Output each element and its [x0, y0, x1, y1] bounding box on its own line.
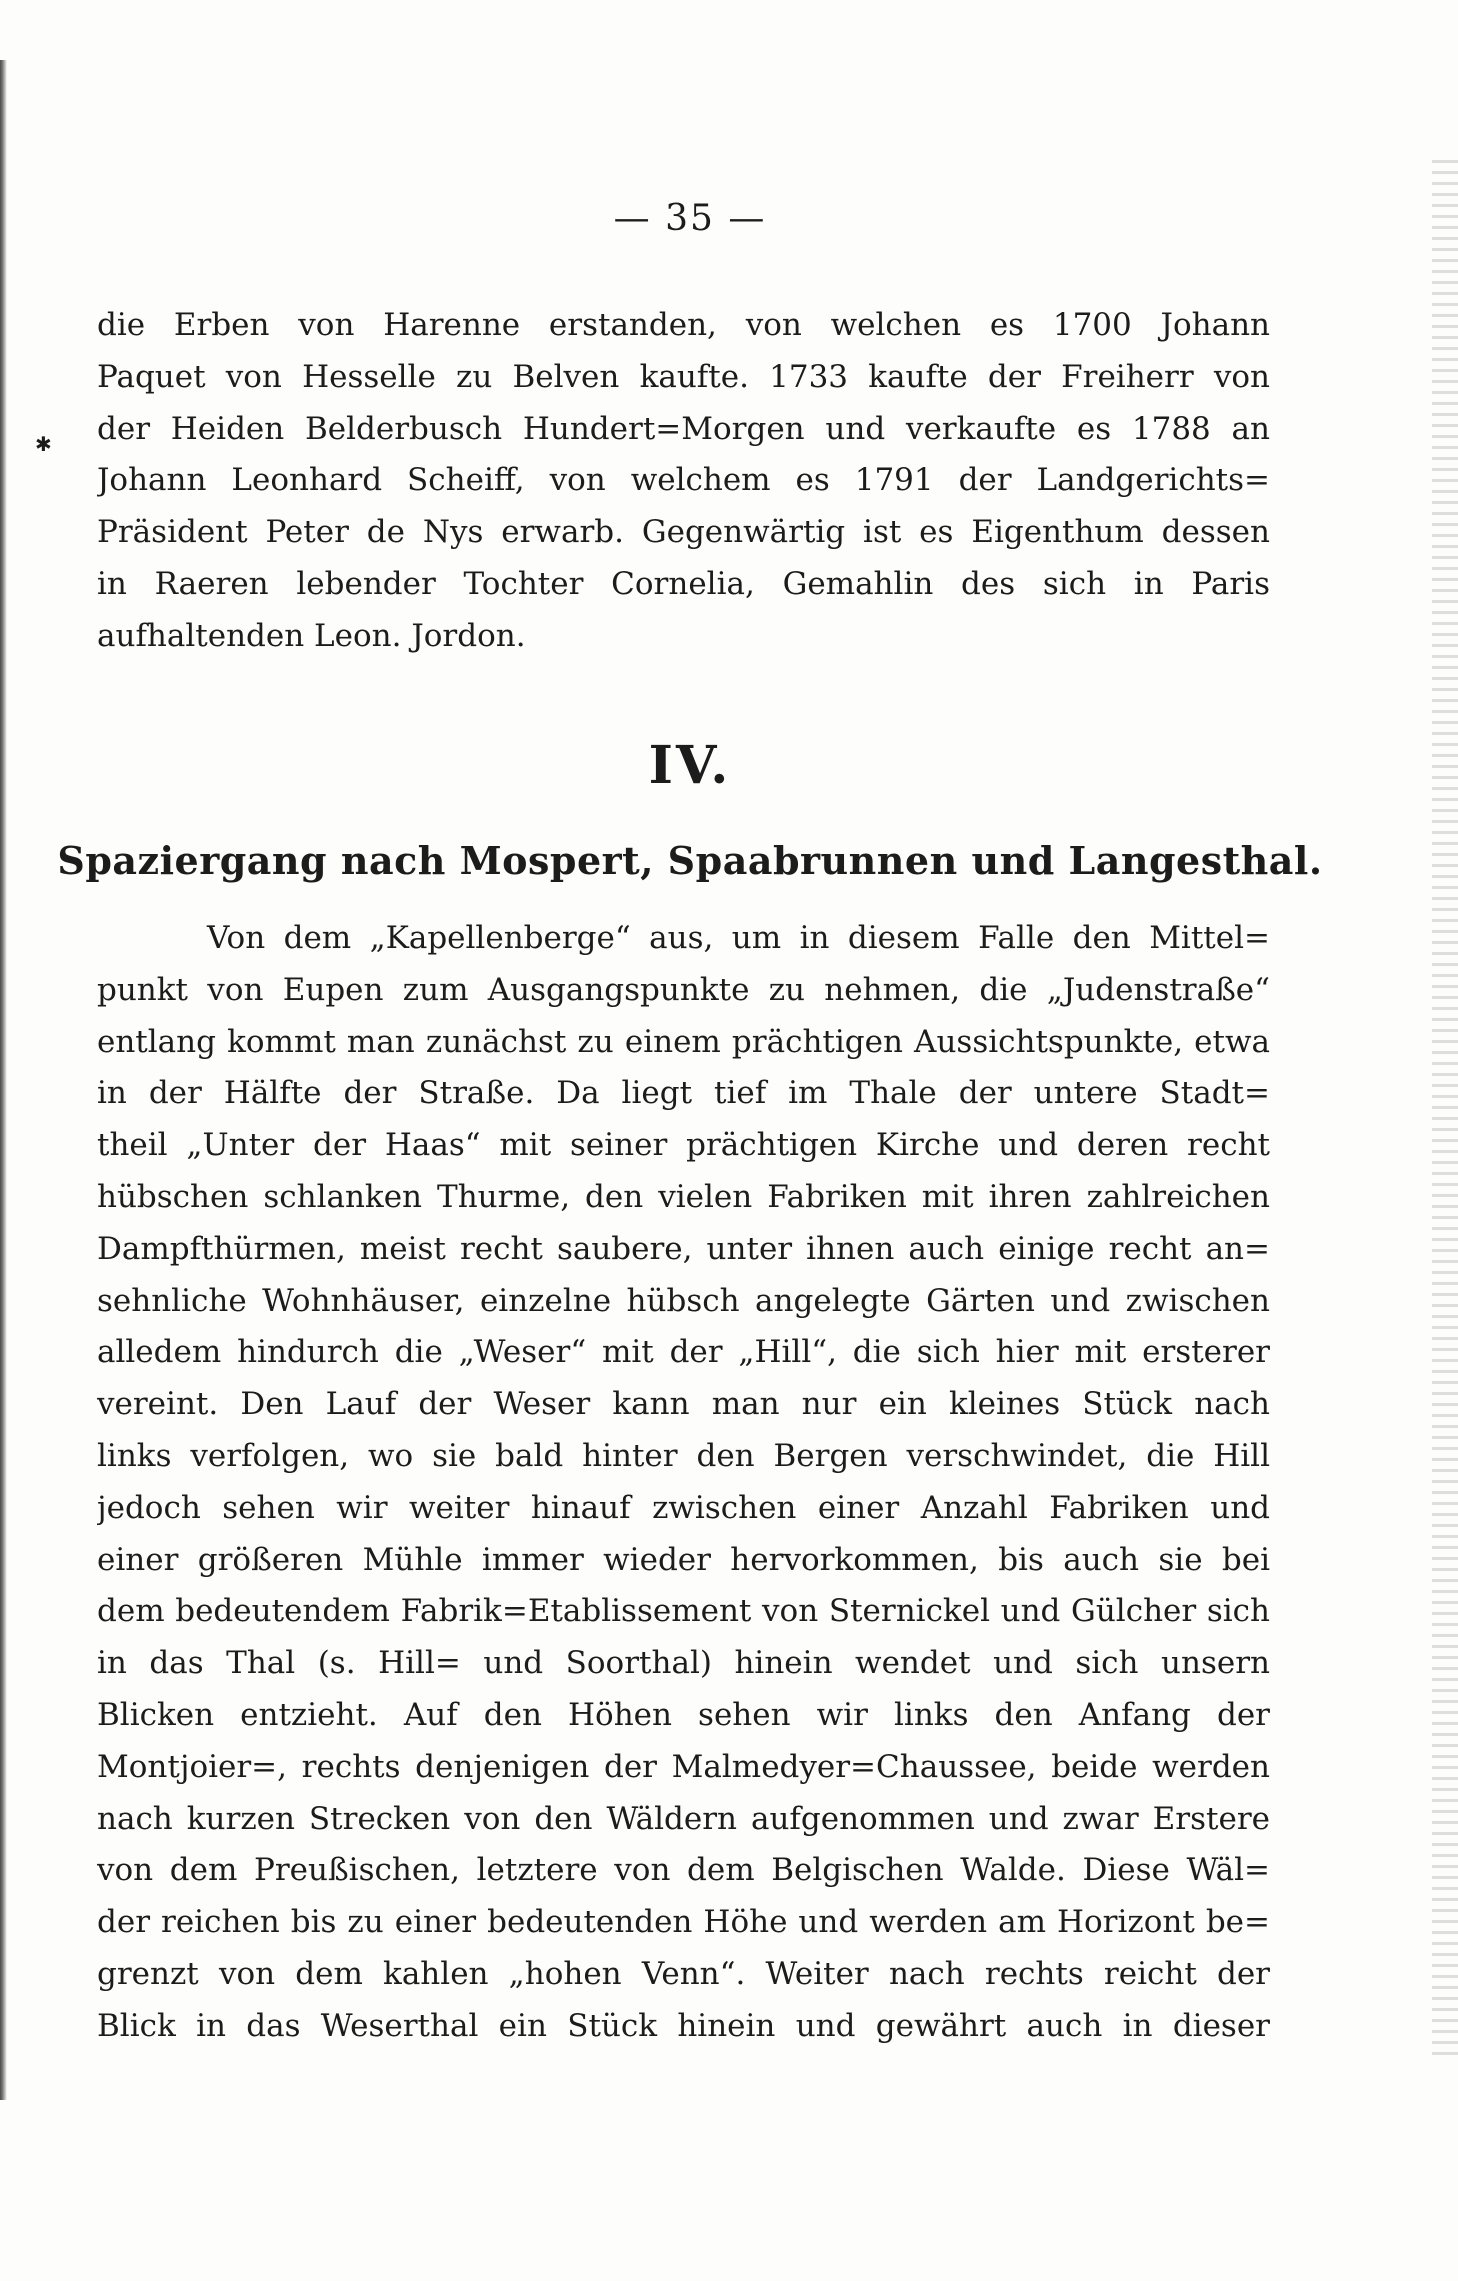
- chapter-number: IV.: [648, 735, 732, 796]
- text-line: der Heiden Belderbusch Hundert=Morgen und verkaufte es 1788 an: [97, 410, 1270, 447]
- text-line: in das Thal (s. Hill= und Soorthal) hinein wendet und sich unsern: [97, 1645, 1270, 1682]
- text-line: entlang kommt man zunächst zu einem prächtigen Aussichtspunkte, etwa: [97, 1023, 1270, 1060]
- text-line: Blick in das Weserthal ein Stück hinein und gewährt auch in dieser: [97, 2007, 1270, 2044]
- text-line: dem bedeutendem Fabrik=Etablissement von Sternickel und Gülcher sich: [97, 1593, 1270, 1630]
- text-line: der reichen bis zu einer bedeutenden Höhe und werden am Horizont be=: [97, 1904, 1270, 1941]
- intro-paragraph: [97, 300, 1270, 663]
- text-line: jedoch sehen wir weiter hinauf zwischen einer Anzahl Fabriken und: [97, 1489, 1270, 1526]
- page-number: — 35 —: [613, 198, 767, 239]
- main-paragraph: [97, 913, 1270, 2053]
- text-line: aufhaltenden Leon. Jordon.: [97, 617, 526, 654]
- text-line: hübschen schlanken Thurme, den vielen Fabriken mit ihren zahlreichen: [97, 1178, 1270, 1215]
- text-line: in der Hälfte der Straße. Da liegt tief im Thale der untere Stadt=: [97, 1075, 1270, 1112]
- text-line: vereint. Den Lauf der Weser kann man nur ein kleines Stück nach: [97, 1386, 1270, 1423]
- page-edge-shadow-left: [0, 60, 7, 2100]
- text-line: nach kurzen Strecken von den Wäldern aufgenommen und zwar Erstere: [97, 1800, 1270, 1837]
- chapter-title: Spaziergang nach Mospert, Spaabrunnen und Langesthal.: [57, 838, 1323, 883]
- text-line: Dampfthürmen, meist recht saubere, unter ihnen auch einige recht an=: [97, 1230, 1270, 1267]
- text-line: theil „Unter der Haas“ mit seiner prächtigen Kirche und deren recht: [97, 1127, 1270, 1164]
- text-line: links verfolgen, wo sie bald hinter den Bergen verschwindet, die Hill: [97, 1437, 1270, 1474]
- text-line: von dem Preußischen, letztere von dem Belgischen Walde. Diese Wäl=: [97, 1852, 1270, 1889]
- text-line: sehnliche Wohnhäuser, einzelne hübsch angelegte Gärten und zwischen: [97, 1282, 1270, 1319]
- text-line: einer größeren Mühle immer wieder hervorkommen, bis auch sie bei: [97, 1541, 1270, 1578]
- margin-mark: ✱: [35, 432, 52, 456]
- text-line: Montjoier=, rechts denjenigen der Malmedyer=Chaussee, beide werden: [97, 1748, 1270, 1785]
- text-line: Von dem „Kapellenberge“ aus, um in diesem Falle den Mittel=: [207, 920, 1270, 956]
- text-line: Johann Leonhard Scheiff, von welchem es 1791 der Landgerichts=: [97, 462, 1270, 499]
- text-line: grenzt von dem kahlen „hohen Venn“. Weiter nach rechts reicht der: [97, 1955, 1270, 1992]
- text-line: Paquet von Hesselle zu Belven kaufte. 1733 kaufte der Freiherr von: [97, 358, 1270, 395]
- text-line: Blicken entzieht. Auf den Höhen sehen wir links den Anfang der: [97, 1696, 1270, 1733]
- text-line: punkt von Eupen zum Ausgangspunkte zu nehmen, die „Judenstraße“: [97, 971, 1270, 1008]
- text-line: in Raeren lebender Tochter Cornelia, Gemahlin des sich in Paris: [97, 565, 1270, 602]
- text-line: alledem hindurch die „Weser“ mit der „Hill“, die sich hier mit ersterer: [97, 1334, 1270, 1371]
- text-line: Präsident Peter de Nys erwarb. Gegenwärtig ist es Eigenthum dessen: [97, 514, 1270, 551]
- page-edge-shadow-right: [1432, 160, 1458, 2060]
- text-line: die Erben von Harenne erstanden, von welchen es 1700 Johann: [97, 307, 1270, 343]
